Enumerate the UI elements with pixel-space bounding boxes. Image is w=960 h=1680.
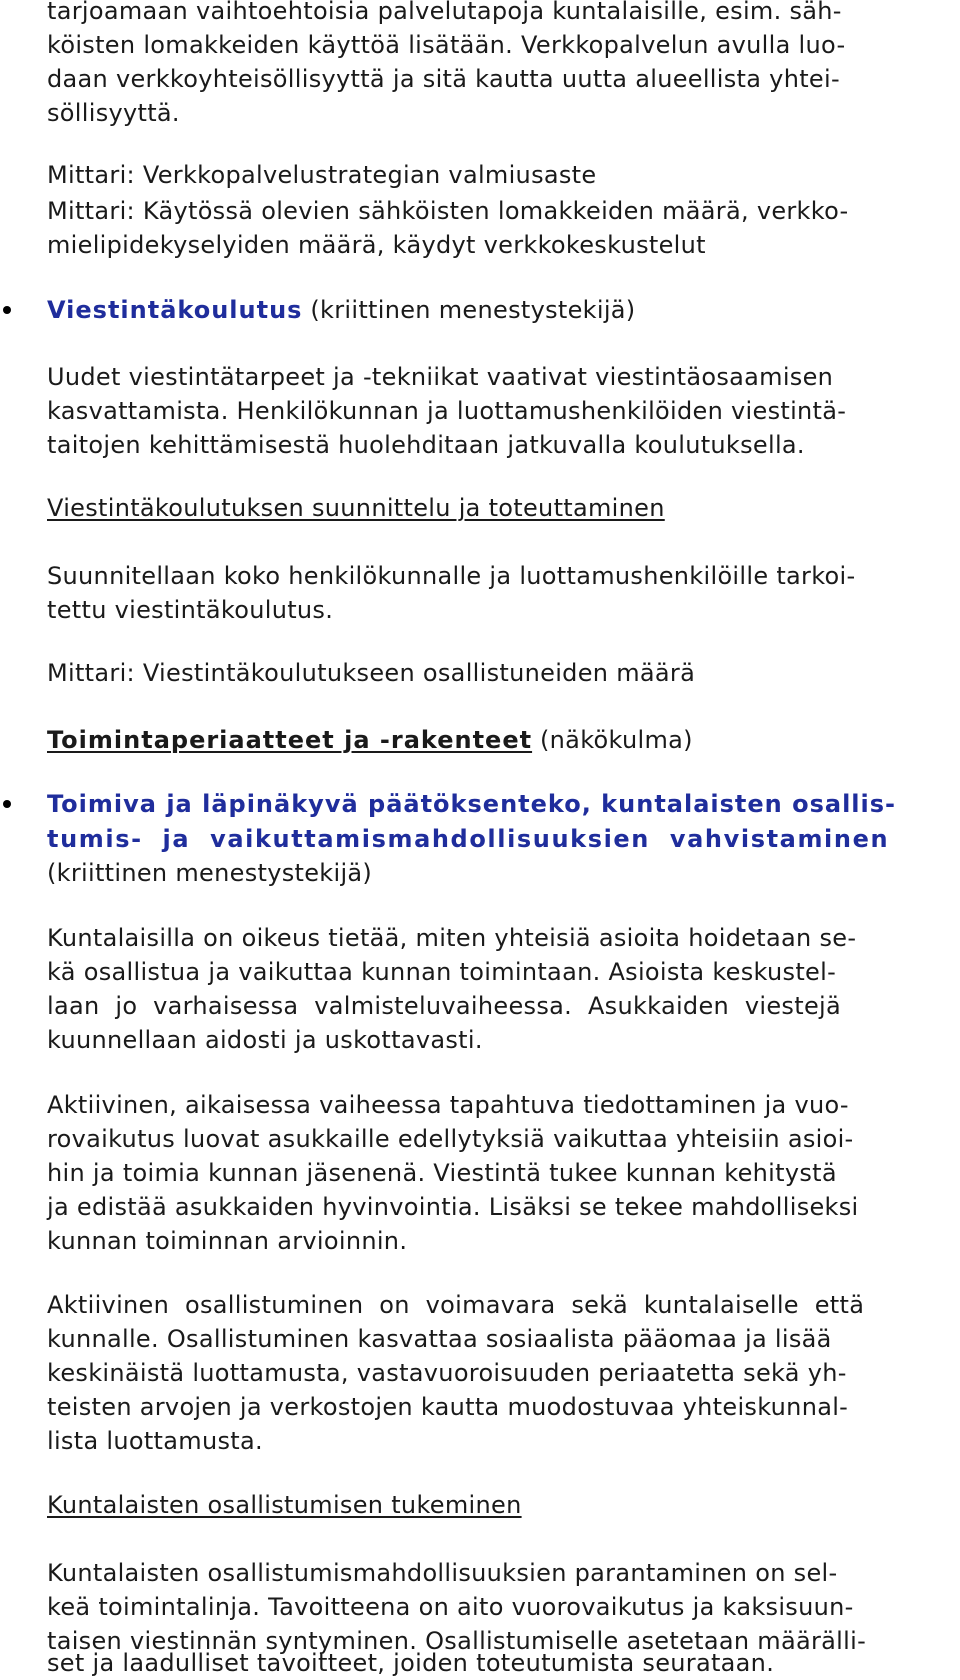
paragraph-line: teisten arvojen ja verkostojen kautta muodostuvaa yhteiskunnal- — [47, 1393, 849, 1421]
section-heading — [47, 723, 693, 757]
bullet-heading — [47, 293, 635, 327]
paragraph-line: kunnalle. Osallistuminen kasvattaa sosiaalista pääomaa ja lisää — [47, 1325, 832, 1353]
bullet-title-line: tumis- ja vaikuttamismahdollisuuksien vahvistaminen — [47, 825, 890, 853]
intro-line: tarjoamaan vaihtoehtoisia palvelutapoja kuntalaisille, esim. säh- — [47, 0, 842, 25]
bullet-icon — [3, 800, 11, 808]
paragraph-line: hin ja toimia kunnan jäsenenä. Viestintä tukee kunnan kehitystä — [47, 1159, 837, 1187]
paragraph-line: kä osallistua ja vaikuttaa kunnan toimintaan. Asioista keskustel- — [47, 958, 837, 986]
paragraph-line: Aktiivinen, aikaisessa vaiheessa tapahtuva tiedottaminen ja vuo- — [47, 1091, 849, 1119]
paragraph-line: set ja laadulliset tavoitteet, joiden toteutumista seurataan. — [47, 1649, 775, 1677]
paragraph-line: ja edistää asukkaiden hyvinvointia. Lisäksi se tekee mahdolliseksi — [47, 1193, 859, 1221]
paragraph-line: Uudet viestintätarpeet ja -tekniikat vaativat viestintäosaamisen — [47, 363, 834, 391]
paragraph-line: Kuntalaisilla on oikeus tietää, miten yhteisiä asioita hoidetaan se- — [47, 924, 857, 952]
paragraph-line: keä toimintalinja. Tavoitteena on aito vuorovaikutus ja kaksisuun- — [47, 1593, 854, 1621]
intro-line: söllisyyttä. — [47, 99, 180, 127]
paragraph-line: lista luottamusta. — [47, 1427, 263, 1455]
bullet-title-line: Toimiva ja läpinäkyvä päätöksenteko, kuntalaisten osallis- — [47, 790, 897, 818]
paragraph-line: laan jo varhaisessa valmisteluvaiheessa. Asukkaiden viestejä — [47, 992, 841, 1020]
section-note: (näkökulma) — [532, 726, 693, 754]
subheading: Kuntalaisten osallistumisen tukeminen — [47, 1491, 522, 1519]
paragraph-line: taitojen kehittämisestä huolehditaan jatkuvalla koulutuksella. — [47, 431, 805, 459]
bullet-icon — [3, 306, 11, 314]
paragraph-line: kunnan toiminnan arvioinnin. — [47, 1227, 408, 1255]
section-title: Toimintaperiaatteet ja -rakenteet — [47, 726, 533, 754]
paragraph-line: rovaikutus luovat asukkaille edellytyksiä vaikuttaa yhteisiin asioi- — [47, 1125, 854, 1153]
intro-line: köisten lomakkeiden käyttöä lisätään. Verkkopalvelun avulla luo- — [47, 31, 846, 59]
bullet-note: (kriittinen menestystekijä) — [47, 859, 373, 887]
paragraph-line: Kuntalaisten osallistumismahdollisuuksien parantaminen on sel- — [47, 1559, 838, 1587]
paragraph-line: Aktiivinen osallistuminen on voimavara sekä kuntalaiselle että — [47, 1291, 865, 1319]
metric-line: Mittari: Viestintäkoulutukseen osallistuneiden määrä — [47, 659, 696, 687]
intro-line: daan verkkoyhteisöllisyyttä ja sitä kautta uutta alueellista yhtei- — [47, 65, 840, 93]
paragraph-line: keskinäistä luottamusta, vastavuoroisuuden periaatetta sekä yh- — [47, 1359, 847, 1387]
metric-line: Mittari: Käytössä olevien sähköisten lomakkeiden määrä, verkko- — [47, 197, 849, 225]
paragraph-line: kasvattamista. Henkilökunnan ja luottamushenkilöiden viestintä- — [47, 397, 847, 425]
subheading: Viestintäkoulutuksen suunnittelu ja toteuttaminen — [47, 494, 665, 522]
paragraph-line: taisen viestinnän syntyminen. Osallistumiselle asetetaan määrälli- — [47, 1627, 867, 1655]
paragraph-line: tettu viestintäkoulutus. — [47, 596, 334, 624]
paragraph-line: Suunnitellaan koko henkilökunnalle ja luottamushenkilöille tarkoi- — [47, 562, 856, 590]
bullet-note: (kriittinen menestystekijä) — [302, 296, 636, 324]
bullet-title: Viestintäkoulutus — [47, 296, 303, 324]
metric-line: mielipidekyselyiden määrä, käydyt verkkokeskustelut — [47, 231, 706, 259]
paragraph-line: kuunnellaan aidosti ja uskottavasti. — [47, 1026, 483, 1054]
metric-line: Mittari: Verkkopalvelustrategian valmiusaste — [47, 161, 597, 189]
